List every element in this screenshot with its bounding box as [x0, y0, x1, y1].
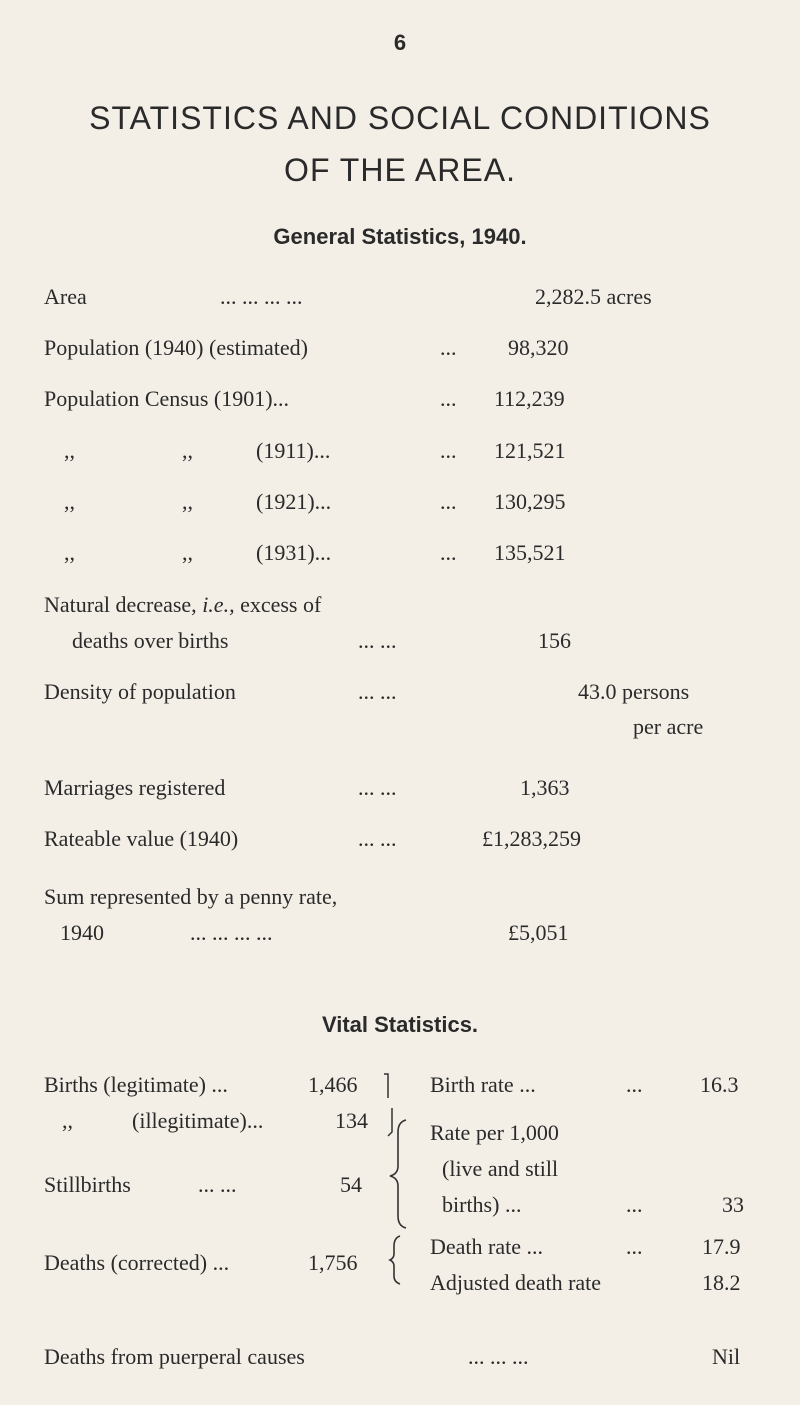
census-1921-ditto: ,,	[64, 489, 75, 514]
births-illegitimate-ditto: ,,	[62, 1108, 73, 1133]
penny-rate-value: £5,051	[508, 920, 569, 945]
penny-rate-dots: ... ... ... ...	[190, 920, 273, 945]
census-1911-dots: ...	[440, 438, 457, 463]
census-1901-dots: ...	[440, 386, 457, 411]
rate-per-1000-dots: ...	[626, 1192, 643, 1217]
penny-rate-label-line1: Sum represented by a penny rate,	[44, 884, 338, 909]
puerperal-dots: ... ... ...	[468, 1344, 529, 1369]
census-1931-ditto: ,,	[64, 540, 75, 565]
page-number: 6	[393, 30, 407, 55]
page-title-line1: STATISTICS AND SOCIAL CONDITIONS	[89, 100, 711, 136]
vital-statistics-heading: Vital Statistics.	[321, 1012, 479, 1037]
brace-births-bottom	[388, 1108, 392, 1136]
natural-decrease-text-a: Natural decrease,	[44, 592, 197, 617]
rate-per-1000-line2: (live and still	[442, 1156, 559, 1181]
census-1901-label: Population Census (1901)...	[44, 386, 290, 411]
page-title-line2: OF THE AREA.	[284, 152, 516, 188]
stillbirths-label: Stillbirths	[44, 1172, 131, 1197]
density-value-line2: per acre	[633, 714, 704, 739]
birth-rate-label: Birth rate ...	[430, 1072, 536, 1097]
adjusted-death-rate-value: 18.2	[702, 1270, 741, 1295]
rateable-value-dots: ... ...	[358, 826, 397, 851]
adjusted-death-rate-label: Adjusted death rate	[430, 1270, 602, 1295]
marriages-dots: ... ...	[358, 775, 397, 800]
area-value: 2,282.5 acres	[535, 284, 652, 309]
births-illegitimate-label: (illegitimate)...	[132, 1108, 264, 1133]
rate-per-1000-line1: Rate per 1,000	[430, 1120, 559, 1145]
death-rate-value: 17.9	[702, 1234, 741, 1259]
birth-rate-value: 16.3	[700, 1072, 739, 1097]
natural-decrease-ie: i.e.,	[202, 592, 235, 617]
births-illegitimate-value: 134	[335, 1108, 368, 1133]
population-value: 98,320	[508, 335, 569, 360]
penny-rate-label-line2: 1940	[60, 920, 104, 945]
population-dots: ...	[440, 335, 457, 360]
census-1931-year: (1931)...	[256, 540, 332, 565]
deaths-label: Deaths (corrected) ...	[44, 1250, 230, 1275]
brace-births-top	[384, 1074, 388, 1098]
death-rate-label: Death rate ...	[430, 1234, 543, 1259]
census-1911-value: 121,521	[494, 438, 566, 463]
rateable-value-label: Rateable value (1940)	[44, 826, 239, 851]
natural-decrease-label-line2: deaths over births	[72, 628, 229, 653]
rateable-value-value: £1,283,259	[482, 826, 581, 851]
natural-decrease-text-b: excess of	[240, 592, 322, 617]
census-1911-year: (1911)...	[256, 438, 331, 463]
vital-braces	[378, 1070, 418, 1290]
deaths-value: 1,756	[308, 1250, 358, 1275]
census-1921-dots: ...	[440, 489, 457, 514]
census-1911-ditto: ,,	[64, 438, 75, 463]
census-1921-ditto2: ,,	[182, 489, 193, 514]
census-1901-value: 112,239	[494, 386, 565, 411]
population-label: Population (1940) (estimated)	[44, 335, 308, 360]
area-dots: ... ... ... ...	[220, 284, 303, 309]
rate-per-1000-line3: births) ...	[442, 1192, 522, 1217]
census-1931-value: 135,521	[494, 540, 566, 565]
marriages-value: 1,363	[520, 775, 570, 800]
natural-decrease-dots: ... ...	[358, 628, 397, 653]
natural-decrease-value: 156	[538, 628, 571, 653]
census-1921-value: 130,295	[494, 489, 566, 514]
rate-per-1000-value: 33	[722, 1192, 744, 1217]
birth-rate-dots: ...	[626, 1072, 643, 1097]
area-label: Area	[44, 284, 87, 309]
general-statistics-heading: General Statistics, 1940.	[273, 224, 527, 249]
stillbirths-dots: ... ...	[198, 1172, 237, 1197]
census-1911-ditto2: ,,	[182, 438, 193, 463]
density-dots: ... ...	[358, 679, 397, 704]
puerperal-value: Nil	[712, 1344, 741, 1369]
births-legitimate-label: Births (legitimate) ...	[44, 1072, 228, 1097]
natural-decrease-label-line1	[44, 592, 321, 618]
brace-deaths	[390, 1236, 400, 1284]
stillbirths-value: 54	[340, 1172, 362, 1197]
marriages-label: Marriages registered	[44, 775, 226, 800]
density-value-line1: 43.0 persons	[578, 679, 690, 704]
density-label: Density of population	[44, 679, 236, 704]
births-legitimate-value: 1,466	[308, 1072, 358, 1097]
census-1931-dots: ...	[440, 540, 457, 565]
brace-stillbirths	[390, 1120, 406, 1228]
census-1921-year: (1921)...	[256, 489, 332, 514]
death-rate-dots: ...	[626, 1234, 643, 1259]
puerperal-label: Deaths from puerperal causes	[44, 1344, 305, 1369]
census-1931-ditto2: ,,	[182, 540, 193, 565]
